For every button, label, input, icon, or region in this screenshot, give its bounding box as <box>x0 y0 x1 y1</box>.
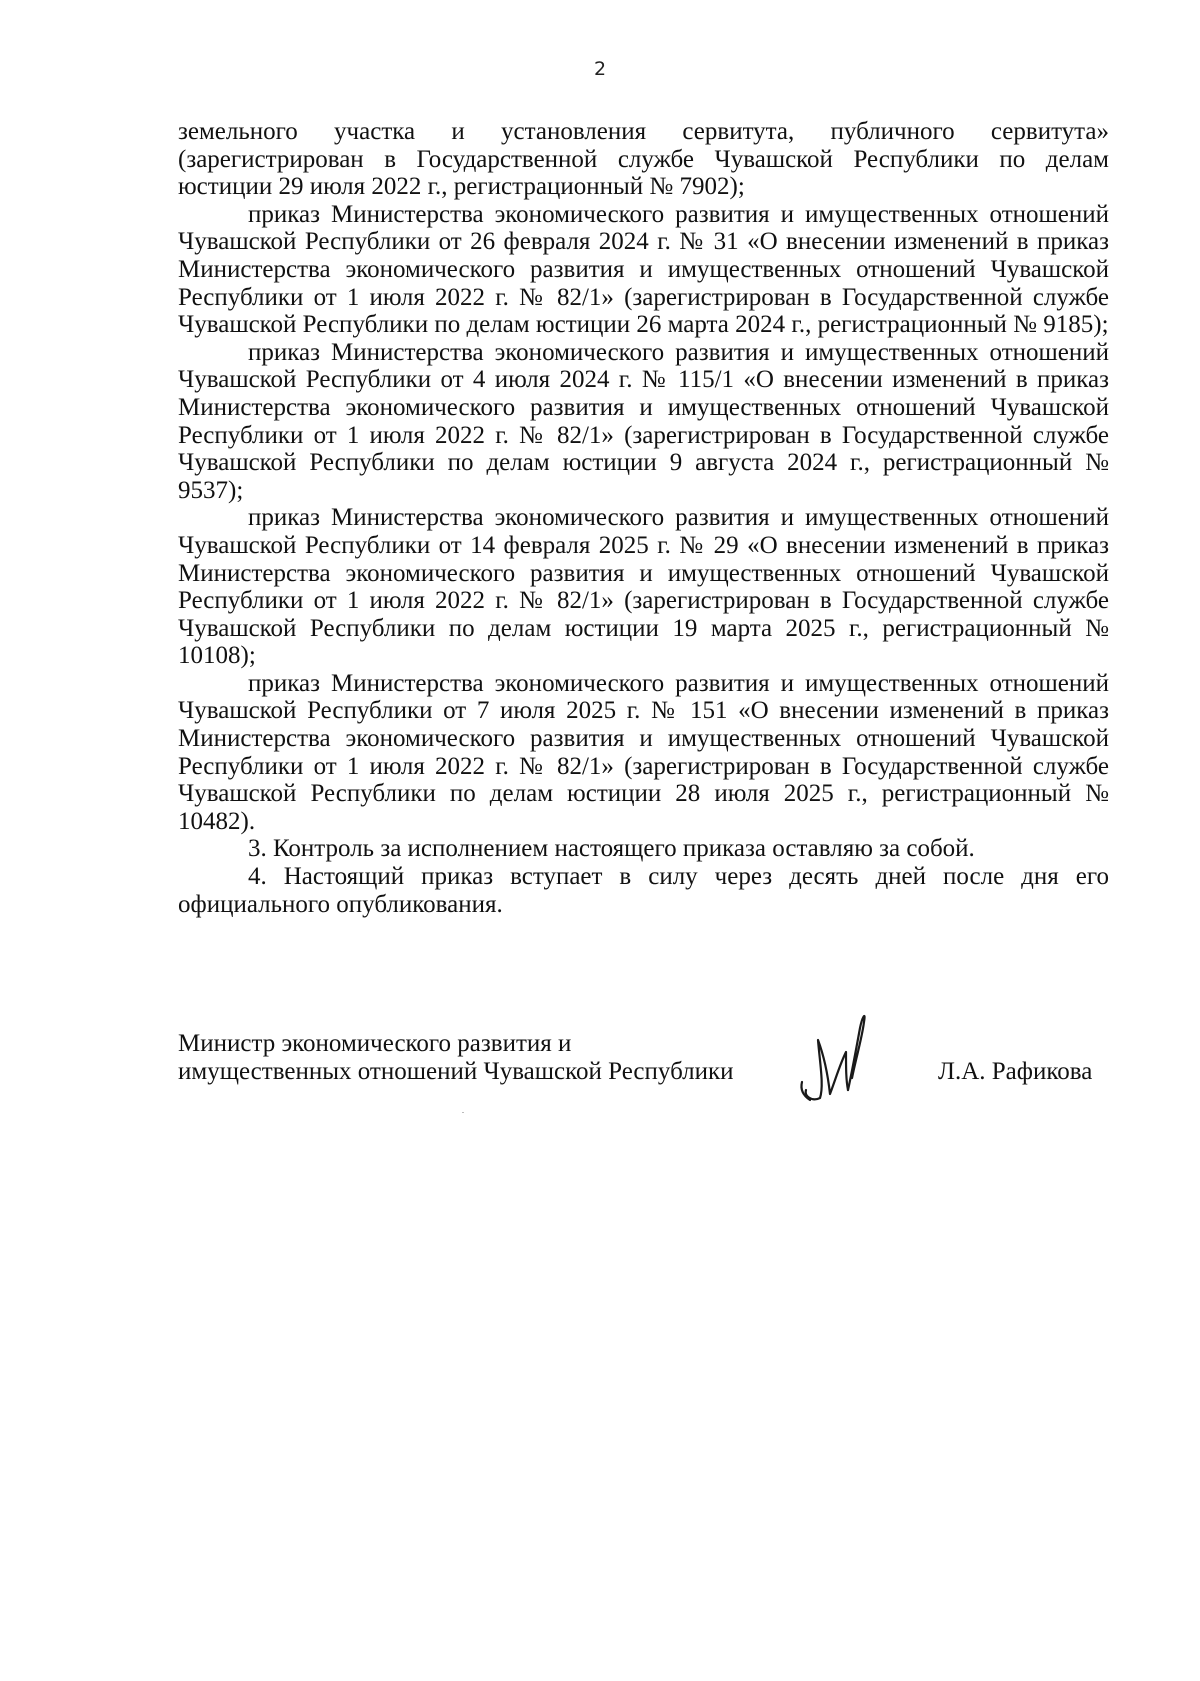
signer-position <box>178 1030 818 1086</box>
signer-position-line-1: Министр экономического развития и <box>178 1030 572 1057</box>
page-number: 2 <box>593 58 607 80</box>
signer-name: Л.А. Рафикова <box>938 1058 1093 1085</box>
paragraph-order-2025-151: приказ Министерства экономического развития и имущественных отношений Чувашской Республики от 7 июля 2025 г. № 151 «О внесении изменений в приказ Министерства экономического развития и имущественных отношений Чувашской Республики от 1 июля 2022 г. № 82/1» (зарегистрирован в Государственной службе Чувашской Республики по делам юстиции 28 июля 2025 г., регистрационный № 10482). <box>178 669 1109 835</box>
paragraph-order-2024-31: приказ Министерства экономического развития и имущественных отношений Чувашской Республики от 26 февраля 2024 г. № 31 «О внесении изменений в приказ Министерства экономического развития и имущественных отношений Чувашской Республики от 1 июля 2022 г. № 82/1» (зарегистрирован в Государственной службе Чувашской Республики по делам юстиции 26 марта 2024 г., регистрационный № 9185); <box>178 200 1109 339</box>
scan-speck <box>462 1112 464 1113</box>
signature-stroke-main <box>806 1040 848 1099</box>
paragraph-order-2024-115-1: приказ Министерства экономического развития и имущественных отношений Чувашской Республики от 4 июля 2024 г. № 115/1 «О внесении изменений в приказ Министерства экономического развития и имущественных отношений Чувашской Республики от 1 июля 2022 г. № 82/1» (зарегистрирован в Государственной службе Чувашской Республики по делам юстиции 9 августа 2024 г., регистрационный № 9537); <box>178 338 1109 504</box>
handwritten-signature <box>790 998 880 1108</box>
signer-position-line-2: имущественных отношений Чувашской Республики <box>178 1058 734 1085</box>
signature-block <box>178 1030 1109 1120</box>
paragraph-clause-3: 3. Контроль за исполнением настоящего приказа оставляю за собой. <box>248 835 975 863</box>
paragraph-continuation: земельного участка и установления сервитута, публичного сервитута» (зарегистрирован в Государственной службе Чувашской Республики по делам юстиции 29 июля 2022 г., регистрационный № 7902); <box>178 118 1109 201</box>
paragraph-clause-4: 4. Настоящий приказ вступает в силу через десять дней после дня его официального опубликования. <box>178 863 1109 918</box>
paragraph-order-2025-29: приказ Министерства экономического развития и имущественных отношений Чувашской Республики от 14 февраля 2025 г. № 29 «О внесении изменений в приказ Министерства экономического развития и имущественных отношений Чувашской Республики от 1 июля 2022 г. № 82/1» (зарегистрирован в Государственной службе Чувашской Республики по делам юстиции 19 марта 2025 г., регистрационный № 10108); <box>178 504 1109 670</box>
signature-stroke-loop <box>848 1016 865 1090</box>
document-body <box>178 118 1109 918</box>
